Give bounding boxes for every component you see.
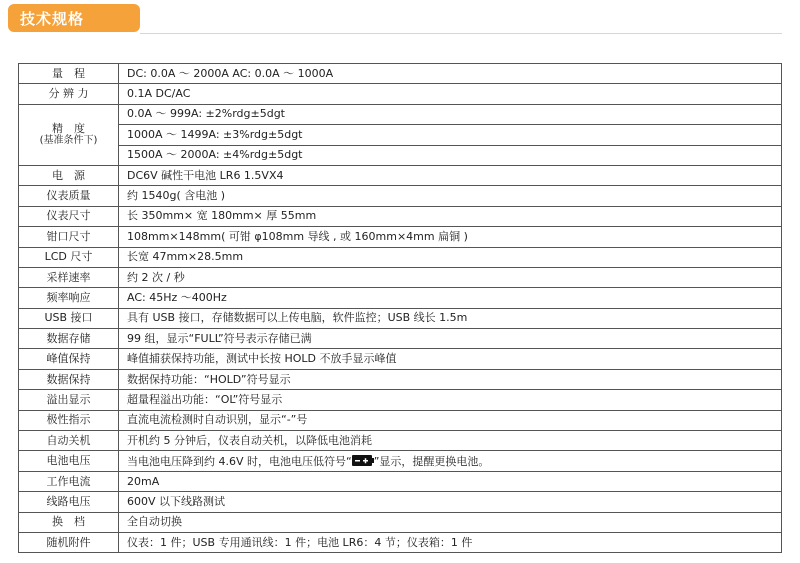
spec-label: LCD 尺寸 xyxy=(19,247,119,267)
spec-label-sub: (基准条件下) xyxy=(39,134,98,146)
spec-value: 108mm×148mm( 可钳 φ108mm 导线 , 或 160mm×4mm 扁铜 ) xyxy=(119,227,782,247)
low-battery-icon xyxy=(352,455,374,466)
spec-value: 仪表：1 件；USB 专用通讯线：1 件；电池 LR6：4 节；仪表箱：1 件 xyxy=(119,532,782,552)
spec-value-text: ”显示，提醒更换电池。 xyxy=(373,454,490,468)
spec-row-accuracy xyxy=(19,125,782,145)
spec-row-jaw xyxy=(19,227,782,247)
spec-value: 开机约 5 分钟后，仪表自动关机，以降低电池消耗 xyxy=(119,431,782,451)
spec-value: DC: 0.0A ～ 2000A AC: 0.0A ～ 1000A xyxy=(119,64,782,84)
spec-value: 600V 以下线路测试 xyxy=(119,492,782,512)
spec-row-weight xyxy=(19,186,782,206)
spec-label-accuracy xyxy=(19,104,119,165)
spec-label: USB 接口 xyxy=(19,308,119,328)
spec-row-overflow xyxy=(19,390,782,410)
spec-label: 采样速率 xyxy=(19,267,119,287)
spec-value: 0.0A ～ 999A: ±2%rdg±5dgt xyxy=(119,104,782,124)
spec-value: 1500A ～ 2000A: ±4%rdg±5dgt xyxy=(119,145,782,165)
spec-label: 溢出显示 xyxy=(19,390,119,410)
spec-row-frequency xyxy=(19,288,782,308)
spec-label: 分 辨 力 xyxy=(19,84,119,104)
header-divider xyxy=(140,33,782,34)
spec-value: 1000A ～ 1499A: ±3%rdg±5dgt xyxy=(119,125,782,145)
spec-table xyxy=(18,63,782,553)
spec-value: 具有 USB 接口，存储数据可以上传电脑，软件监控；USB 线长 1.5m xyxy=(119,308,782,328)
spec-label: 随机附件 xyxy=(19,532,119,552)
spec-label: 仪表尺寸 xyxy=(19,206,119,226)
spec-value xyxy=(119,451,782,471)
spec-row-accuracy xyxy=(19,145,782,165)
spec-value: 全自动切换 xyxy=(119,512,782,532)
spec-label: 峰值保持 xyxy=(19,349,119,369)
spec-row-line-voltage xyxy=(19,492,782,512)
spec-value: 长 350mm× 宽 180mm× 厚 55mm xyxy=(119,206,782,226)
spec-value-text: 当电池电压降到约 4.6V 时，电池电压低符号“ xyxy=(127,454,352,468)
spec-label: 精 度 xyxy=(52,121,85,135)
spec-row-auto-off xyxy=(19,431,782,451)
spec-label: 频率响应 xyxy=(19,288,119,308)
spec-value: 超量程溢出功能：“OL”符号显示 xyxy=(119,390,782,410)
spec-row-sampling xyxy=(19,267,782,287)
spec-row-peak-hold xyxy=(19,349,782,369)
spec-value: 直流电流检测时自动识别，显示“-”号 xyxy=(119,410,782,430)
spec-row-storage xyxy=(19,329,782,349)
spec-label: 自动关机 xyxy=(19,431,119,451)
spec-label: 线路电压 xyxy=(19,492,119,512)
spec-value: AC: 45Hz ～400Hz xyxy=(119,288,782,308)
spec-row-accuracy xyxy=(19,104,782,124)
spec-value: 数据保持功能：“HOLD”符号显示 xyxy=(119,369,782,389)
spec-row-size xyxy=(19,206,782,226)
spec-value: 99 组，显示“FULL”符号表示存储已满 xyxy=(119,329,782,349)
spec-label: 工作电流 xyxy=(19,471,119,491)
spec-value: 长宽 47mm×28.5mm xyxy=(119,247,782,267)
spec-value: 20mA xyxy=(119,471,782,491)
spec-row-accessories xyxy=(19,532,782,552)
spec-value: 峰值捕获保持功能，测试中长按 HOLD 不放手显示峰值 xyxy=(119,349,782,369)
spec-value: DC6V 碱性干电池 LR6 1.5VX4 xyxy=(119,165,782,185)
spec-row-power xyxy=(19,165,782,185)
spec-value: 0.1A DC/AC xyxy=(119,84,782,104)
spec-label: 数据存储 xyxy=(19,329,119,349)
section-title: 技术规格 xyxy=(20,10,85,28)
spec-label: 电池电压 xyxy=(19,451,119,471)
spec-label: 仪表质量 xyxy=(19,186,119,206)
spec-value: 约 2 次 / 秒 xyxy=(119,267,782,287)
spec-value: 约 1540g( 含电池 ) xyxy=(119,186,782,206)
spec-row-battery-voltage xyxy=(19,451,782,471)
spec-row-current xyxy=(19,471,782,491)
spec-label: 钳口尺寸 xyxy=(19,227,119,247)
spec-label: 换 档 xyxy=(19,512,119,532)
spec-row-usb xyxy=(19,308,782,328)
spec-label: 极性指示 xyxy=(19,410,119,430)
spec-row-data-hold xyxy=(19,369,782,389)
spec-row-range-switch xyxy=(19,512,782,532)
spec-label: 数据保持 xyxy=(19,369,119,389)
spec-label: 量 程 xyxy=(19,64,119,84)
spec-row-lcd xyxy=(19,247,782,267)
spec-row-range xyxy=(19,64,782,84)
spec-label: 电 源 xyxy=(19,165,119,185)
spec-row-resolution xyxy=(19,84,782,104)
spec-row-polarity xyxy=(19,410,782,430)
